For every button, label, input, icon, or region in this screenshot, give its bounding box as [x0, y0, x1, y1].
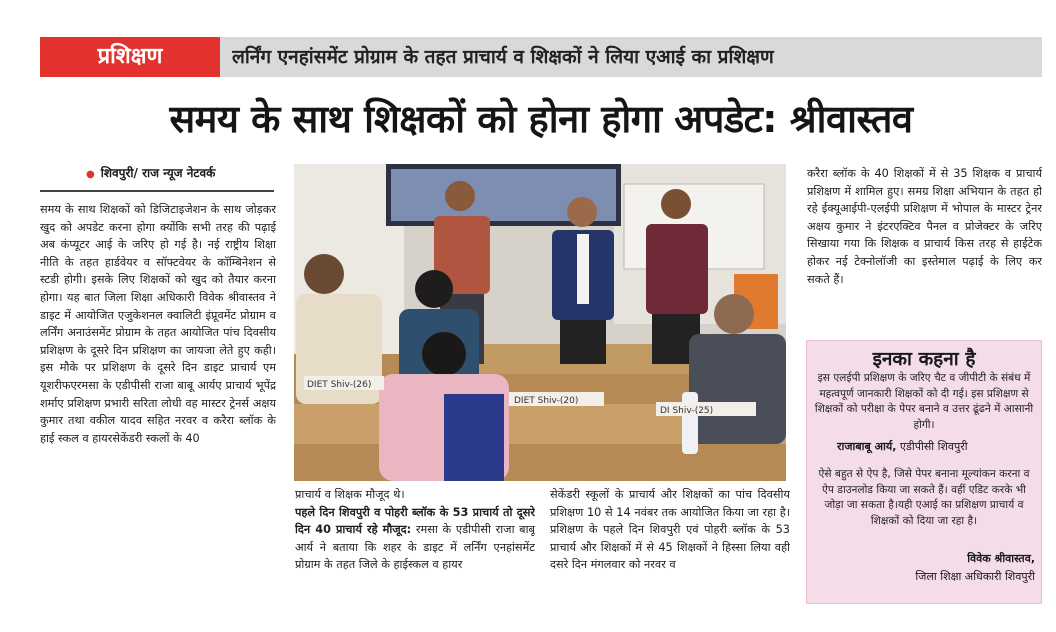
news-photo [294, 164, 786, 481]
article-subhead: पहले दिन शिवपुरी व पोहरी ब्लॉक के 53 प्राचार्य तो दूसरे दिन 40 प्राचार्य रहे मौजूद: [295, 505, 535, 537]
quote-role: एडीपीसी शिवपुरी [896, 440, 968, 453]
article-column-3 [550, 486, 790, 608]
byline-text: शिवपुरी/ राज न्यूज नेटवर्क [100, 166, 216, 180]
classroom-photo [294, 164, 786, 481]
article-text: प्राचार्य व शिक्षक मौजूद थे। [295, 488, 405, 501]
desk-label: DIET Shiv-(26) [307, 380, 372, 390]
signature-title: जिला शिक्षा अधिकारी शिवपुरी [915, 570, 1035, 583]
article-text: करैरा ब्लॉक के 40 शिक्षकों में से 35 शिक्षक व प्राचार्य प्रशिक्षण में शामिल हुए। समग्र शिक्षा अभियान के तहत हो रहे ईक्यूआईपी-एलईपी प्रशिक्षण में भोपाल के मास्टर ट्रेनर अक्षय कुमार ने इंटरएक्टिव पैनल व प्रोजेक्टर के जरिए सिखाया गया कि शिक्षक व प्राचार्य किस तरह से हाईटेक होकर नई टेक्नोलॉजी का इस्तेमाल पढ़ाई के लिए कर सकते हैं। [807, 167, 1042, 286]
quote-name: राजाबाबू आर्य, [837, 440, 897, 453]
headline: समय के साथ शिक्षकों को होना होगा अपडेट: श्रीवास्तव [169, 97, 913, 141]
bullet-icon: ● [86, 169, 95, 180]
quote-text: इस एलईपी प्रशिक्षण के जरिए चैट व जीपीटी के संबंध में महत्वपूर्ण जानकारी शिक्षकों को दी गई। इस प्रशिक्षण से शिक्षकों को परीक्षा के पेपर बनाने व उत्तर ढूंढने में आसानी होगी। [814, 372, 1034, 431]
signature-name: विवेक श्रीवास्तव, [967, 552, 1035, 565]
article-column-1 [40, 201, 276, 611]
banner-subheadline: लर्निंग एनहांसमेंट प्रोग्राम के तहत प्राचार्य व शिक्षकों ने लिया एआई का प्रशिक्षण [232, 46, 774, 68]
column-rule [40, 190, 274, 192]
article-text: समय के साथ शिक्षकों को डिजिटाइजेशन के साथ जोड़कर खुद को अपडेट करना होगा क्योंकि सभी तरह की पढ़ाई अब कंप्यूटर आई के जरिए हो गई है। नई राष्ट्रीय शिक्षा नीति के तहत हार्डवेयर व सॉफ्टवेयर के कॉम्बिनेशन से स्टडी होगी। इसके लिए शिक्षकों को खुद को तैयार करना होगा। यह बात जिला शिक्षा अधिकारी विवेक श्रीवास्तव ने डाइट में आयोजित एजुकेशनल क्वालिटी इंप्रूवमेंट प्रोग्राम व लर्निंग अनाउंसमेंट प्रोग्राम के तहत आयोजित पांच दिवसीय प्रशिक्षण के दूसरे दिन प्रशिक्षण का जायजा लेते हुए कही। इस मौके पर प्रशिक्षण के दूसरे दिन डाइट प्राचार्य एम यूशरीफएरमसा के एडीपीसी राजा बाबू आर्यए प्राचार्य भूपेंद्र शर्माए प्रशिक्षण प्रभारी सरिता लोधी वह मास्टर ट्रेनर्स अक्षय कुमार तथा वकील यादव सहित नरवर व करैरा ब्लॉक के हाई स्कल व हायरसेकेंडरी स्कलों के 40 [40, 203, 276, 445]
quote-box-title: इनका कहना है [872, 348, 976, 370]
quote-attribution [837, 439, 1037, 454]
article-column-4 [807, 165, 1042, 325]
desk-label: DI Shiv-(25) [660, 406, 714, 416]
quote-text: ऐसे बहुत से ऐप है, जिसे पेपर बनाना मूल्यांकन करना व ऐप डाउनलोड किया जा सकते हैं। वहीं एडिट करके भी जोड़ा जा सकता है।यही एआई का प्रशिक्षण प्राचार्य व शिक्षकों को दिया जा रहा है। [818, 468, 1030, 527]
article-column-2 [295, 486, 535, 608]
byline [86, 163, 276, 183]
article-text: रमसा के एडीपीसी राजा बाबू आर्य ने बताया कि शहर के डाइट में लर्निंग एनहांसमेंट प्रोग्राम के तहत जिले के हाईस्कल व हायर [295, 523, 535, 572]
quote-box [806, 340, 1042, 604]
article-text: सेकेंडरी स्कूलों के प्राचार्य और शिक्षकों का पांच दिवसीय प्रशिक्षण 10 से 14 नवंबर तक आयोजित किया जा रहा है। प्रशिक्षण के पहले दिन शिवपुरी एवं पोहरी ब्लॉक के 53 प्राचार्य और शिक्षकों में से 45 शिक्षकों ने हिस्सा लिया वही दसरे दिन मंगलवार को नरवर व [550, 488, 790, 572]
section-tag: प्रशिक्षण [40, 37, 220, 77]
desk-label: DIET Shiv-(20) [514, 396, 579, 406]
